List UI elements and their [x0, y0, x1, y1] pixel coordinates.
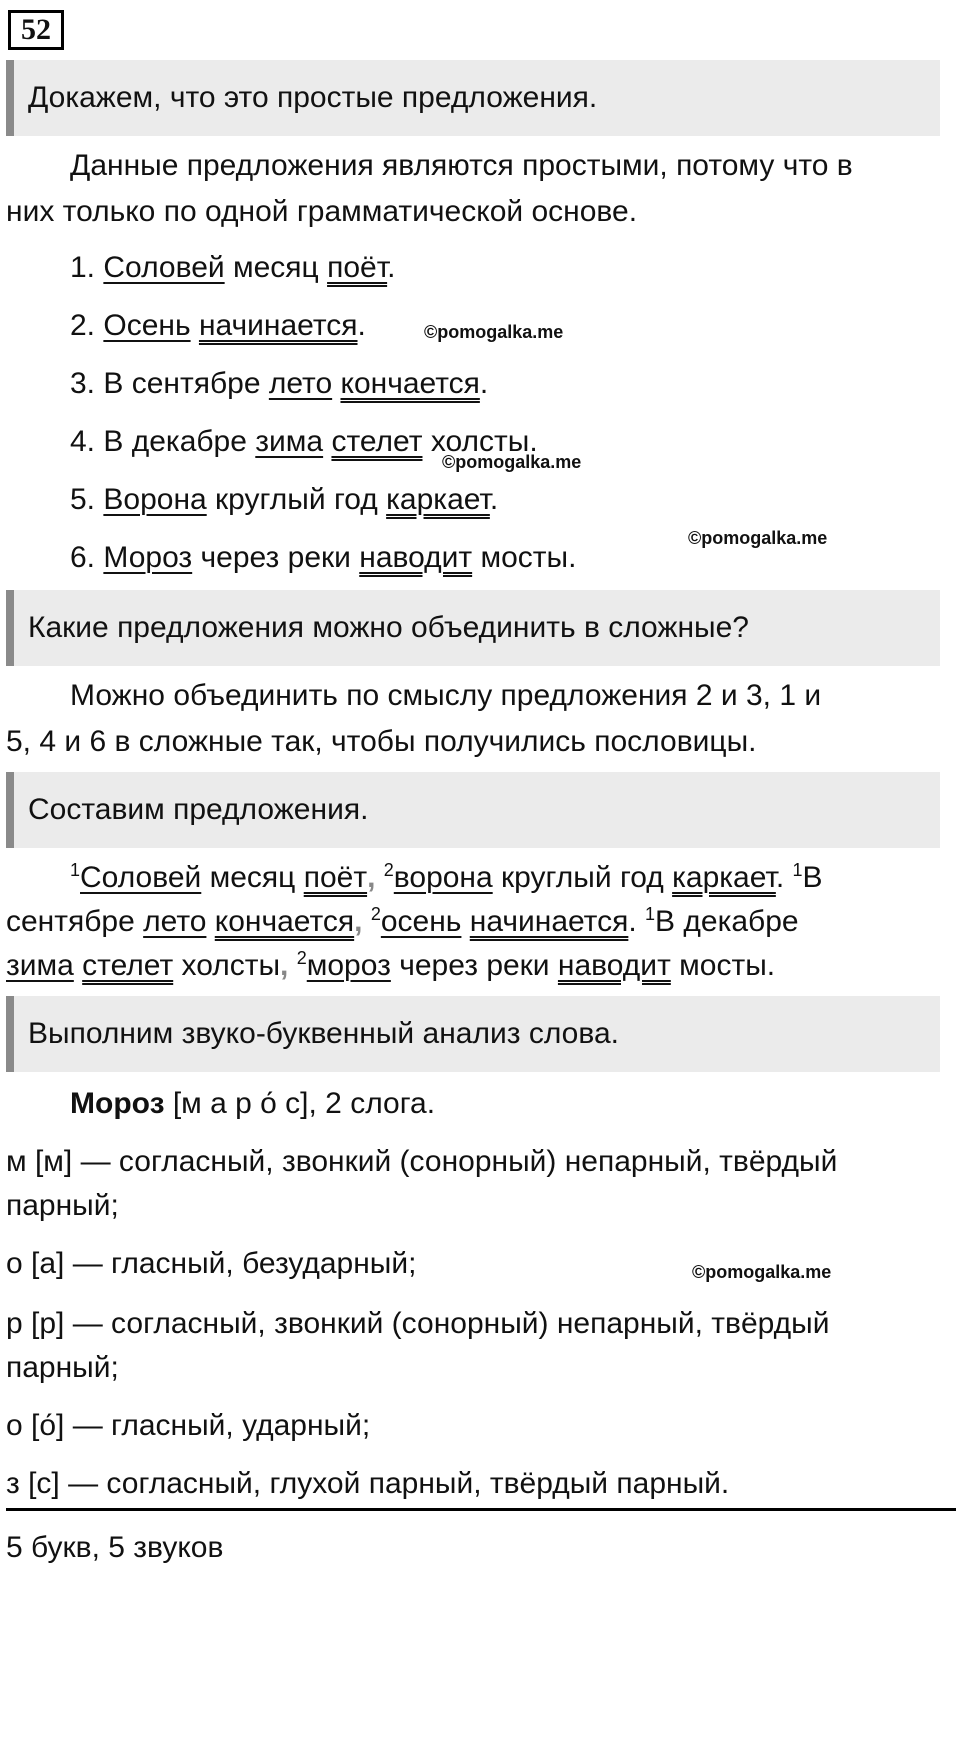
punct: .: [387, 251, 396, 284]
list-number: 6.: [70, 541, 96, 574]
comma: ,: [367, 861, 376, 894]
paragraph-line: Данные предложения являются простыми, потому что в: [70, 149, 853, 182]
list-item-3: [70, 364, 488, 404]
predicate-word: каркает: [386, 483, 490, 516]
predicate-word: поёт: [327, 251, 388, 284]
word: холсты: [181, 949, 281, 982]
comma: ,: [354, 905, 363, 938]
predicate-word: начинается: [469, 905, 629, 938]
list-number: 2.: [70, 309, 96, 342]
list-number: 3.: [70, 367, 96, 400]
clause-number: 1: [70, 860, 81, 880]
paragraph-line: них только по одной грамматической основе.: [6, 195, 638, 228]
word: через реки: [200, 541, 351, 574]
predicate-word: стелет: [331, 425, 423, 458]
word: круглый год: [215, 483, 378, 516]
subject-word: зима: [255, 425, 324, 458]
list-item-2: [70, 306, 366, 346]
punct: .: [628, 905, 637, 938]
word: круглый год: [501, 861, 664, 894]
list-item-6: [70, 538, 576, 578]
clause-number: 2: [370, 904, 381, 924]
paragraph-line: Можно объединить по смыслу предложения 2 и 3, 1 и: [70, 679, 822, 712]
predicate-word: стелет: [82, 949, 174, 982]
word: месяц: [232, 251, 319, 284]
footer-summary: 5 букв, 5 звуков: [6, 1531, 224, 1564]
comma: ,: [280, 949, 289, 982]
subject-word: лето: [268, 367, 333, 400]
word: мосты.: [480, 541, 577, 574]
compound-line-3: [6, 946, 775, 986]
word: сентябре: [6, 905, 135, 938]
punct: .: [357, 309, 366, 342]
watermark: ©pomogalka.me: [692, 1262, 832, 1282]
word: В декабре: [103, 425, 247, 458]
subject-word: Ворона: [103, 483, 207, 516]
section-header-2: Какие предложения можно объединить в сложные?: [6, 590, 940, 666]
punct: .: [775, 861, 785, 894]
subject-word: осень: [380, 905, 462, 938]
clause-number: 1: [645, 904, 656, 924]
subject-word: мороз: [306, 949, 391, 982]
subject-word: Мороз: [103, 541, 193, 574]
task-number-box: 52: [8, 10, 64, 50]
subject-word: Соловей: [80, 861, 202, 894]
list-number: 1.: [70, 251, 96, 284]
clause-number: 1: [792, 860, 803, 880]
word: холсты.: [430, 425, 538, 458]
list-item-5: [70, 480, 498, 520]
analyzed-word: Мороз: [70, 1087, 165, 1120]
subject-word: зима: [6, 949, 74, 982]
punct: .: [489, 483, 499, 516]
analysis-line: з [с] — согласный, глухой парный, твёрдый парный.: [6, 1467, 730, 1500]
analysis-line: м [м] — согласный, звонкий (сонорный) непарный, твёрдый: [6, 1145, 838, 1178]
watermark: ©pomogalka.me: [424, 322, 564, 342]
word: месяц: [209, 861, 296, 894]
word: мосты.: [679, 949, 776, 982]
predicate-word: наводит: [359, 541, 473, 574]
clause-number: 2: [383, 860, 394, 880]
watermark: ©pomogalka.me: [688, 528, 828, 548]
compound-line-1: [70, 858, 823, 898]
section-header-1: Докажем, что это простые предложения.: [6, 60, 940, 136]
punct: .: [479, 367, 489, 400]
analysis-line: о [а] — гласный, безударный;: [6, 1247, 417, 1280]
analysis-line: парный;: [6, 1351, 119, 1384]
predicate-word: кончается: [340, 367, 480, 400]
predicate-word: кончается: [214, 905, 355, 938]
analysis-line: р [р] — согласный, звонкий (сонорный) непарный, твёрдый: [6, 1307, 830, 1340]
word: В сентябре: [103, 367, 261, 400]
predicate-word: поёт: [303, 861, 368, 894]
predicate-word: наводит: [557, 949, 671, 982]
subject-word: ворона: [393, 861, 493, 894]
divider: [6, 1508, 956, 1511]
predicate-word: каркает: [672, 861, 776, 894]
list-number: 4.: [70, 425, 96, 458]
analysis-heading: [70, 1084, 435, 1124]
paragraph-line: 5, 4 и 6 в сложные так, чтобы получились пословицы.: [6, 725, 757, 758]
list-number: 5.: [70, 483, 96, 516]
subject-word: Осень: [103, 309, 191, 342]
compound-line-2: [6, 902, 799, 942]
subject-word: лето: [143, 905, 207, 938]
word: В декабре: [655, 905, 799, 938]
predicate-word: начинается: [198, 309, 358, 342]
word: через реки: [399, 949, 550, 982]
watermark: ©pomogalka.me: [442, 452, 582, 472]
section-header-4: Выполним звуко-буквенный анализ слова.: [6, 996, 940, 1072]
transcription: [м а р о́ с], 2 слога.: [172, 1087, 436, 1120]
analysis-line: о [о́] — гласный, ударный;: [6, 1409, 371, 1442]
analysis-line: парный;: [6, 1189, 119, 1222]
clause-number: 2: [296, 948, 307, 968]
subject-word: Соловей: [103, 251, 225, 284]
list-item-1: [70, 248, 395, 288]
word: В: [802, 861, 823, 894]
section-header-3: Составим предложения.: [6, 772, 940, 848]
